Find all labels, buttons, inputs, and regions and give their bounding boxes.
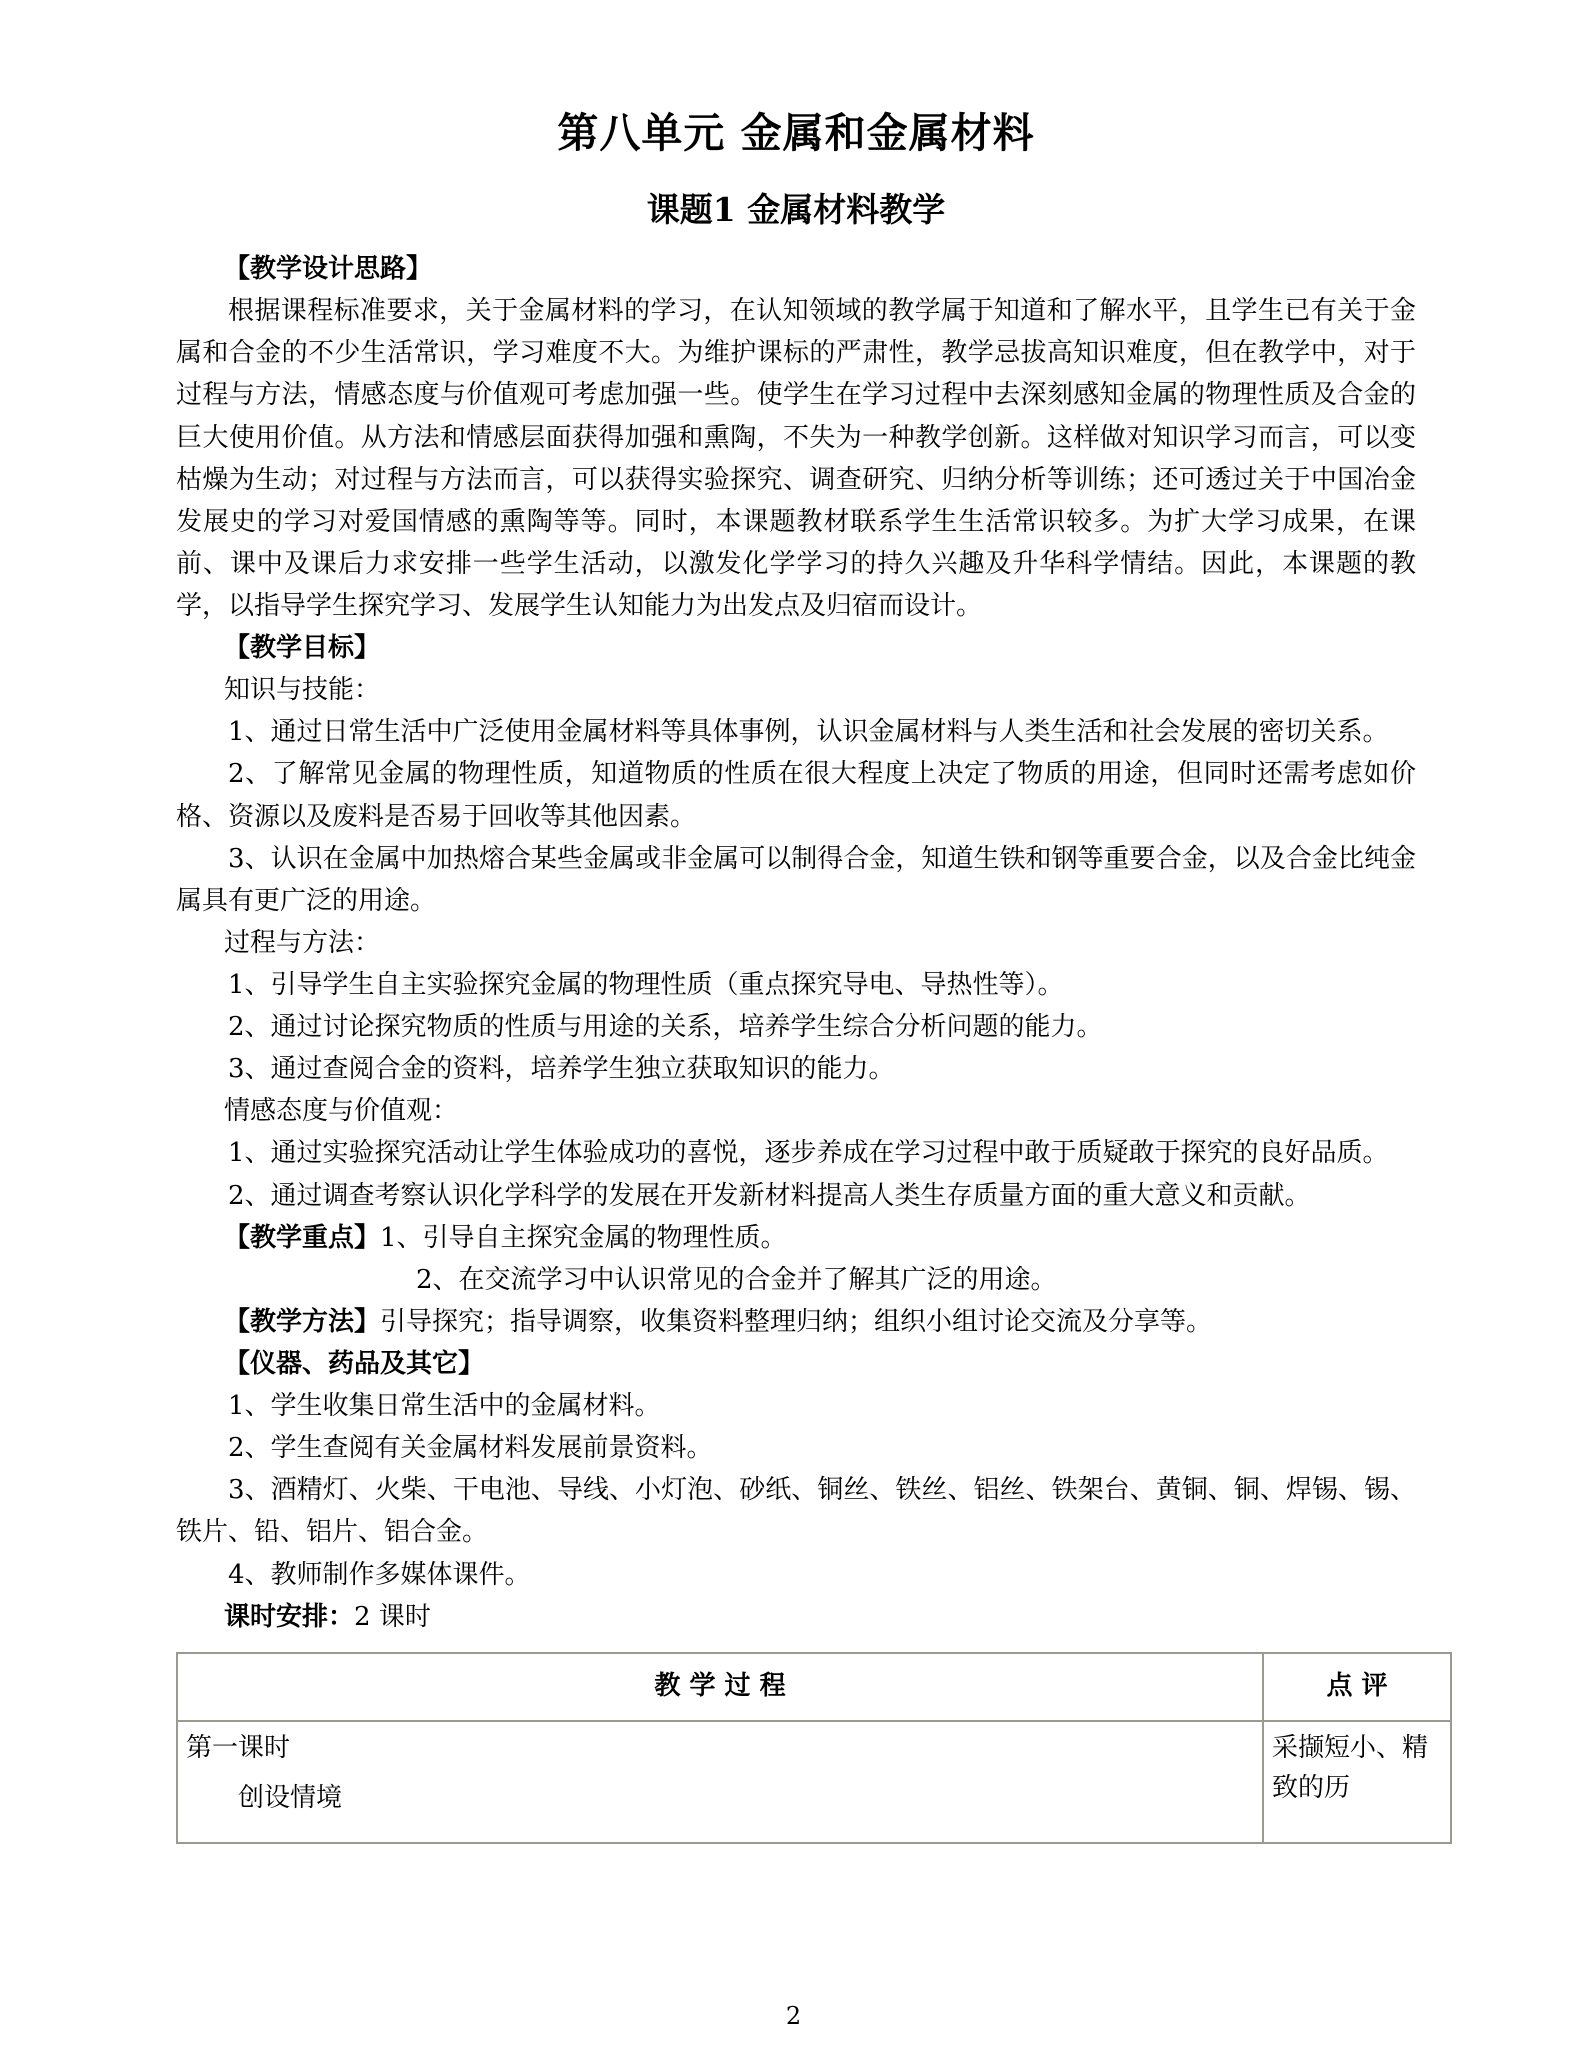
- table-cell-comment: 采撷短小、精致的历: [1263, 1721, 1451, 1843]
- list-item: 3、酒精灯、火柴、干电池、导线、小灯泡、砂纸、铜丝、铁丝、铝丝、铁架台、黄铜、铜、焊锡、锡、铁片、铅、铝片、铝合金。: [176, 1475, 1416, 1548]
- teaching-process-table: [176, 1652, 1452, 1844]
- schedule-separator: ：: [328, 1601, 355, 1632]
- objectives-group-label-knowledge: 知识与技能：: [224, 675, 381, 706]
- list-item: 2、通过调查考察认识化学科学的发展在开发新材料提高人类生存质量方面的重大意义和贡献。: [228, 1180, 1311, 1211]
- section-heading-apparatus: 【仪器、药品及其它】: [224, 1348, 485, 1379]
- schedule-label: 课时安排: [224, 1601, 329, 1632]
- document-content: [176, 0, 1429, 1844]
- objectives-group-label-process: 过程与方法：: [224, 927, 381, 958]
- key-points-item-2: 2、在交流学习中认识常见的合金并了解其广泛的用途。: [416, 1264, 1057, 1295]
- activity-label: 创设情境: [238, 1783, 343, 1814]
- objectives-group-label-attitude: 情感态度与价值观：: [224, 1096, 459, 1127]
- schedule-value: 2 课时: [354, 1601, 431, 1632]
- table-header-row: [177, 1653, 1451, 1721]
- list-item: 3、通过查阅合金的资料，培养学生独立获取知识的能力。: [228, 1054, 895, 1085]
- page-title: 第八单元 金属和金属材料: [557, 109, 1035, 157]
- list-item: 1、引导学生自主实验探究金属的物理性质（重点探究导电、导热性等）。: [228, 970, 1064, 1000]
- list-item: 1、学生收集日常生活中的金属材料。: [228, 1391, 661, 1422]
- design-idea-body: 根据课程标准要求，关于金属材料的学习，在认知领域的教学属于知道和了解水平，且学生已有关于金属和合金的不少生活常识，学习难度不大。为维护课标的严肃性，教学忌拔高知识难度，但在教学中，对于过程与方法，情感态度与价值观可考虑加强一些。使学生在学习过程中去深刻感知金属的物理性质及合金的巨大使用价值。从方法和情感层面获得加强和熏陶，不失为一种教学创新。这样做对知识学习而言，可以变枯燥为生动；对过程与方法而言，可以获得实验探究、调查研究、归纳分析等训练；还可透过关于中国冶金发展史的学习对爱国情感的熏陶等等。同时，本课题教材联系学生生活常识较多。为扩大学习成果，在课前、课中及课后力求安排一些学生活动，以激发化学学习的持久兴趣及升华科学情结。因此，本课题的教学，以指导学生探究学习、发展学生认知能力为出发点及归宿而设计。: [176, 296, 1416, 622]
- list-item: 1、通过日常生活中广泛使用金属材料等具体事例，认识金属材料与人类生活和社会发展的密切关系。: [228, 717, 1389, 748]
- table-header-process: 教 学 过 程: [177, 1653, 1263, 1721]
- section-methods: [176, 1301, 1416, 1343]
- section-key-points: [176, 1217, 1416, 1259]
- section-heading-design-idea: 【教学设计思路】: [224, 254, 433, 285]
- table-header-comment: 点 评: [1263, 1653, 1451, 1721]
- lesson-label: 第一课时: [186, 1732, 291, 1763]
- list-item: 2、通过讨论探究物质的性质与用途的关系，培养学生综合分析问题的能力。: [228, 1012, 1103, 1043]
- table-row: [177, 1721, 1451, 1843]
- section-heading-objectives: 【教学目标】: [224, 633, 381, 664]
- list-item: 2、了解常见金属的物理性质，知道物质的性质在很大程度上决定了物质的用途，但同时还需考虑如价格、资源以及废料是否易于回收等其他因素。: [176, 759, 1416, 832]
- schedule-line: [176, 1596, 1416, 1638]
- list-item: 4、教师制作多媒体课件。: [228, 1559, 531, 1590]
- key-points-item-1: 1、引导自主探究金属的物理性质。: [380, 1222, 787, 1253]
- page-subtitle: 课题1 金属材料教学: [646, 190, 946, 230]
- section-heading-key-points: 【教学重点】: [224, 1222, 381, 1253]
- list-item: 2、学生查阅有关金属材料发展前景资料。: [228, 1433, 713, 1464]
- list-item: 3、认识在金属中加热熔合某些金属或非金属可以制得合金，知道生铁和钢等重要合金，以及合金比纯金属具有更广泛的用途。: [176, 843, 1416, 916]
- methods-text: 引导探究；指导调察，收集资料整理归纳；组织小组讨论交流及分享等。: [380, 1306, 1213, 1337]
- page-number: 2: [785, 2002, 802, 2030]
- section-heading-methods: 【教学方法】: [224, 1306, 381, 1337]
- list-item: 1、通过实验探究活动让学生体验成功的喜悦，逐步养成在学习过程中敢于质疑敢于探究的良好品质。: [228, 1138, 1389, 1169]
- table-cell-process: [177, 1721, 1263, 1843]
